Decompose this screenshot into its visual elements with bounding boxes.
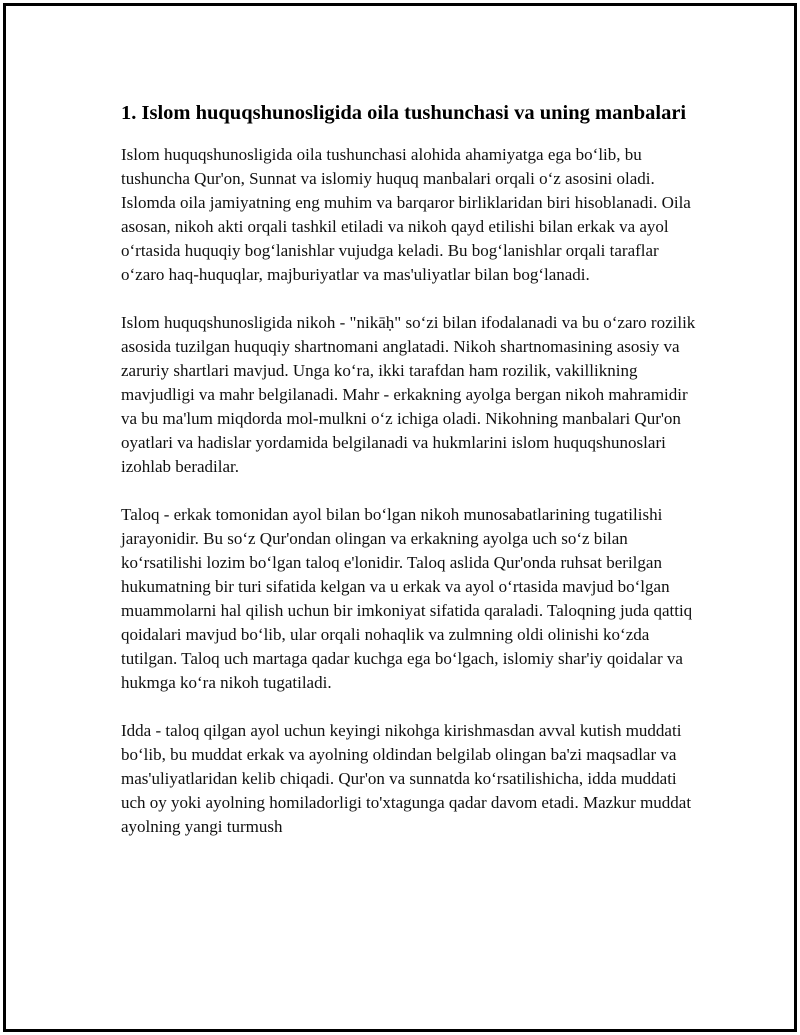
document-body — [121, 100, 696, 839]
paragraph-nikah: Islom huquqshunosligida nikoh - "nikāḥ" so‘zi bilan ifodalanadi va bu o‘zaro rozilik asosida tuzilgan huquqiy shartnomani anglatadi. Nikoh shartnomasining asosiy va zaruriy shartlari mavjud. Unga ko‘ra, ikki tarafdan ham rozilik, vakillikning mavjudligi va mahr belgilanadi. Mahr - erkakning ayolga bergan nikoh mahramidir va bu ma'lum miqdorda mol-mulkni o‘z ichiga oladi. Nikohning manbalari Qur'on oyatlari va hadislar yordamida belgilanadi va hukmlarini islom huquqshunoslari izohlab beradilar. — [121, 313, 696, 476]
paragraph-family-concept: Islom huquqshunosligida oila tushunchasi alohida ahamiyatga ega bo‘lib, bu tushuncha Qur'on, Sunnat va islomiy huquq manbalari orqali o‘z asosini oladi. Islomda oila jamiyatning eng muhim va barqaror birliklaridan biri hisoblanadi. Oila asosan, nikoh akti orqali tashkil etiladi va nikoh qayd etilishi bilan erkak va ayol o‘rtasida huquqiy bog‘lanishlar vujudga keladi. Bu bog‘lanishlar orqali taraflar o‘zaro haq-huquqlar, majburiyatlar va mas'uliyatlar bilan bog‘lanadi. — [121, 145, 691, 284]
paragraph-talaq: Taloq - erkak tomonidan ayol bilan bo‘lgan nikoh munosabatlarining tugatilishi jarayonidir. Bu so‘z Qur'ondan olingan va erkakning ayolga uch so‘z bilan ko‘rsatilishi lozim bo‘lgan taloq e'lonidir. Taloq aslida Qur'onda ruhsat berilgan hukumatning bir turi sifatida kelgan va u erkak va ayol o‘rtasida mavjud bo‘lgan muammolarni hal qilish uchun bir imkoniyat sifatida qaraladi. Taloqning juda qattiq qoidalari mavjud bo‘lib, ular orqali nohaqlik va zulmning oldi olinishi ko‘zda tutilgan. Taloq uch martaga qadar kuchga ega bo‘lgach, islomiy shar'iy qoidalar va hukmga ko‘ra nikoh tugatiladi. — [121, 505, 693, 692]
section-title: 1. Islom huquqshunosligida oila tushunchasi va uning manbalari — [121, 102, 687, 124]
paragraph-iddah: Idda - taloq qilgan ayol uchun keyingi nikohga kirishmasdan avval kutish muddati bo‘lib, bu muddat erkak va ayolning oldindan belgilab olingan ba'zi maqsadlar va mas'uliyatlaridan kelib chiqadi. Qur'on va sunnatda ko‘rsatilishicha, idda muddati uch oy yoki ayolning homiladorligi to'xtagunga qadar davom etadi. Mazkur muddat ayolning yangi turmush — [121, 721, 692, 836]
page-frame — [3, 3, 797, 1032]
